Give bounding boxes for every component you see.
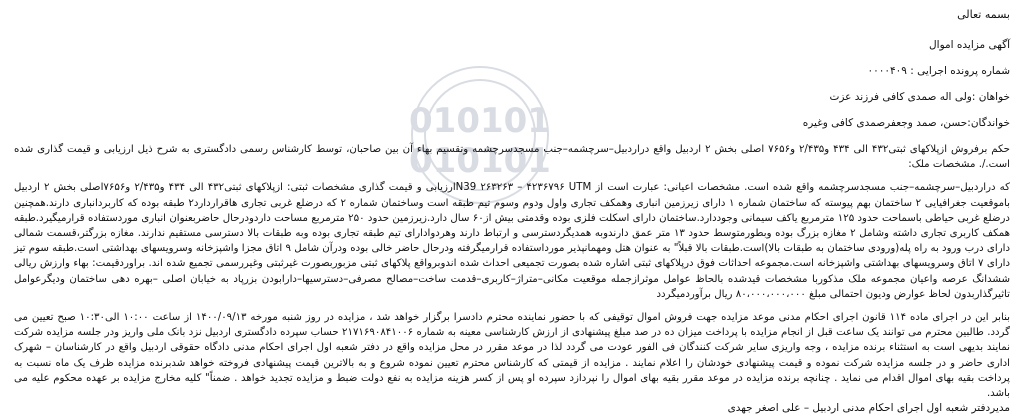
watermark-digits: 010101 bbox=[409, 101, 551, 141]
property-description: که دراردبیل–سرچشمه–جنب مسجدسرچشمه واقع شده است. مشخصات اعیانی: عبارت است از N39 ۲۶۳۲۶۳ – ۴۲۳۶۷۹۶ UTMارزیابی و قیمت گذاری مشخصات ثبتی: ازپلاکهای ثبتی۴۳۲ الی ۴۳۴ و۲/۴۳۵ و۷۶۵۶اصلی بخش ۲ اردبیل باموقعیت جغرافیایی ۲ ساختمان بهم پیوسته که ساختمان شماره ۱ دارای زیرزمین انباری وهمکف تجاری واول ودوم وسوم تیم طبقه است وساختمان شماره ۲ که درضلع غربی تجاری هاقراردارد۲ طبقه بوده که کاربردانباری دارند.همچنین درضلع غربی حیاطی باسماحت حدود ۱۲۵ مترمربع یاکف سیمانی وجوددارد.ساختمان دارای اسکلت فلزی بوده وقدمتی بیش از۶۰ سال دارد.زیرزمین حدود ۲۵۰ مترمربع مساحت داردودرحال حاضربعنوان انباری موردستفاده قرارمیگیرد.طبقه همکف کاربری تجاری داشته وشامل ۲ مغازه بزرگ بوده وبطورمتوسط حدود ۱۳ متر عمق دارندوبه همدیگردسترسی و ارتباط دارند وهردوادارای تیم طبقه تجاری بوده وبه طبقات بالا دسترسی مستقیم ندارند. مغازه بزرگتر،قسمت شمالی دارای درب ورود به راه پله(ورودی ساختمان به طبقات بالا)است.طبقات بالا قبلاً" به عنوان هتل ومهمانپذیر مورداستفاده قرارمیگرفته ودرحال حاضر خالی بوده ودرآن شامل ۹ اتاق مجزا واشپزخانه وسرویسهای بهداشتی است.طبقه سوم تیز دارای ۷ اتاق وسرویسهای بهداشتی واشپزخانه است.مجموعه احداثات فوق درپلاکهای ثبتی اشاره شده بصورت تجمیعی احداث شده اندوبرواقع پلاکهای ثبتی مزبوربصورت غیرثبتی وغیررسمی تجمیع شده اند. براوردقیمت: بهاء وارزش ریالی ششدانگ عرصه واعیان مجموعه ملک مذکوربا مشخصات قیدشده بالحاظ عوامل موثرازجمله موقعیت مکانی–متراژ–کاربری–قدمت ساخت–مصالح مصرفی–دسترسیها–دارابودن بزرپاد به خیابان اصلی –بهره دهی ساختمان ودیگرعوامل تاثیرگذاربدون لحاظ عوارض ودیون احتمالی مبلغ ۸۰،۰۰۰،۰۰۰،۰۰۰ ریال برآوردمیگردد bbox=[14, 182, 1010, 300]
defendants: خواندگان:حسن، صمد وجعفرصمدی کافی وغیره bbox=[802, 117, 1010, 129]
auction-terms: بنابر این در اجرای ماده ۱۱۴ قانون اجرای احکام مدنی موعد مزایده جهت فروش اموال توقیفی که با حضور نماینده محترم دادسرا برگزار خواهد شد ، مزایده در روز شنبه مورخه ۱۴۰۰/۰۹/۱۳ از ساعت ۱۰:۰۰ الی۱۰:۳۰ صبح تعیین می گردد. طالبین محترم می توانند یک ساعت قبل از انجام مزایده با پرداخت میزان ده در صد مبلغ پیشنهادی از ارزش کارشناسی معینه به شماره ۲۱۷۱۶۹۰۸۴۱۰۰۶ حساب سپرده دادگستری اردبیل نزد بانک ملی واریز ودر جلسه مزایده شرکت نمایند بدیهی است به استثناء برنده مزایده ، وجه واریزی سایر شرکت کنندگان فی الفور عودت می گردد لذا در موعد مقرر در محل مزایده واقع در دفتر شعبه اول اجرای احکام مدنی دادگاه حقوقی اردبیل واقع در کارشناسان – شهرک اداری حاضر و در جلسه مزایده شرکت نموده و قیمت پیشنهادی خودشان را اعلام نمایند . مزایده از قیمتی که کارشناس محترم تعیین نموده شروع و به بالاترین قیمت پیشنهادی فروخته خواهد شدبرنده مزایده ظرف یک ماه نسبت به پرداخت بقیه بهای اموال اقدام می نماید . چنانچه برنده مزایده در موعد مقرر بقیه بهای اموال را نپردازد سپرده او پس از کسر هزینه مزایده به نفع دولت ضبط و مزایده تجدید خواهد . ضمناً" کلیه مخارج مزایده بر عهده محکوم علیه می باشد. bbox=[14, 312, 1010, 400]
notice-title: آگهی مزایده اموال bbox=[929, 39, 1010, 51]
bismillah: بسمه تعالی bbox=[957, 8, 1010, 21]
plaintiff: خواهان :ولی اله صمدی کافی فرزند عزت bbox=[829, 91, 1010, 103]
signature: مدیردفتر شعبه اول اجرای احکام مدنی اردبیل – علی اصغر جهدی bbox=[727, 402, 1010, 415]
watermark-digits-2: 010101 bbox=[409, 141, 551, 181]
ruling-paragraph: حکم برفروش ازپلاکهای ثبتی۴۳۲ الی ۴۳۴ و۲/۴۳۵ و۷۶۵۶ اصلی بخش ۲ اردبیل واقع دراردبیل–سرچشمه–جنب مسجدسرچشمه وتقسیم بهاء آن بین صاحبان، توسط کارشناس رسمی دادگستری به شرح ذیل ارزیابی و قیمت گذاری شده است./. مشخصات ملک: bbox=[14, 144, 1010, 171]
case-number: شماره پرونده اجرایی : ۰۰۰۰۴۰۹ bbox=[867, 65, 1010, 77]
